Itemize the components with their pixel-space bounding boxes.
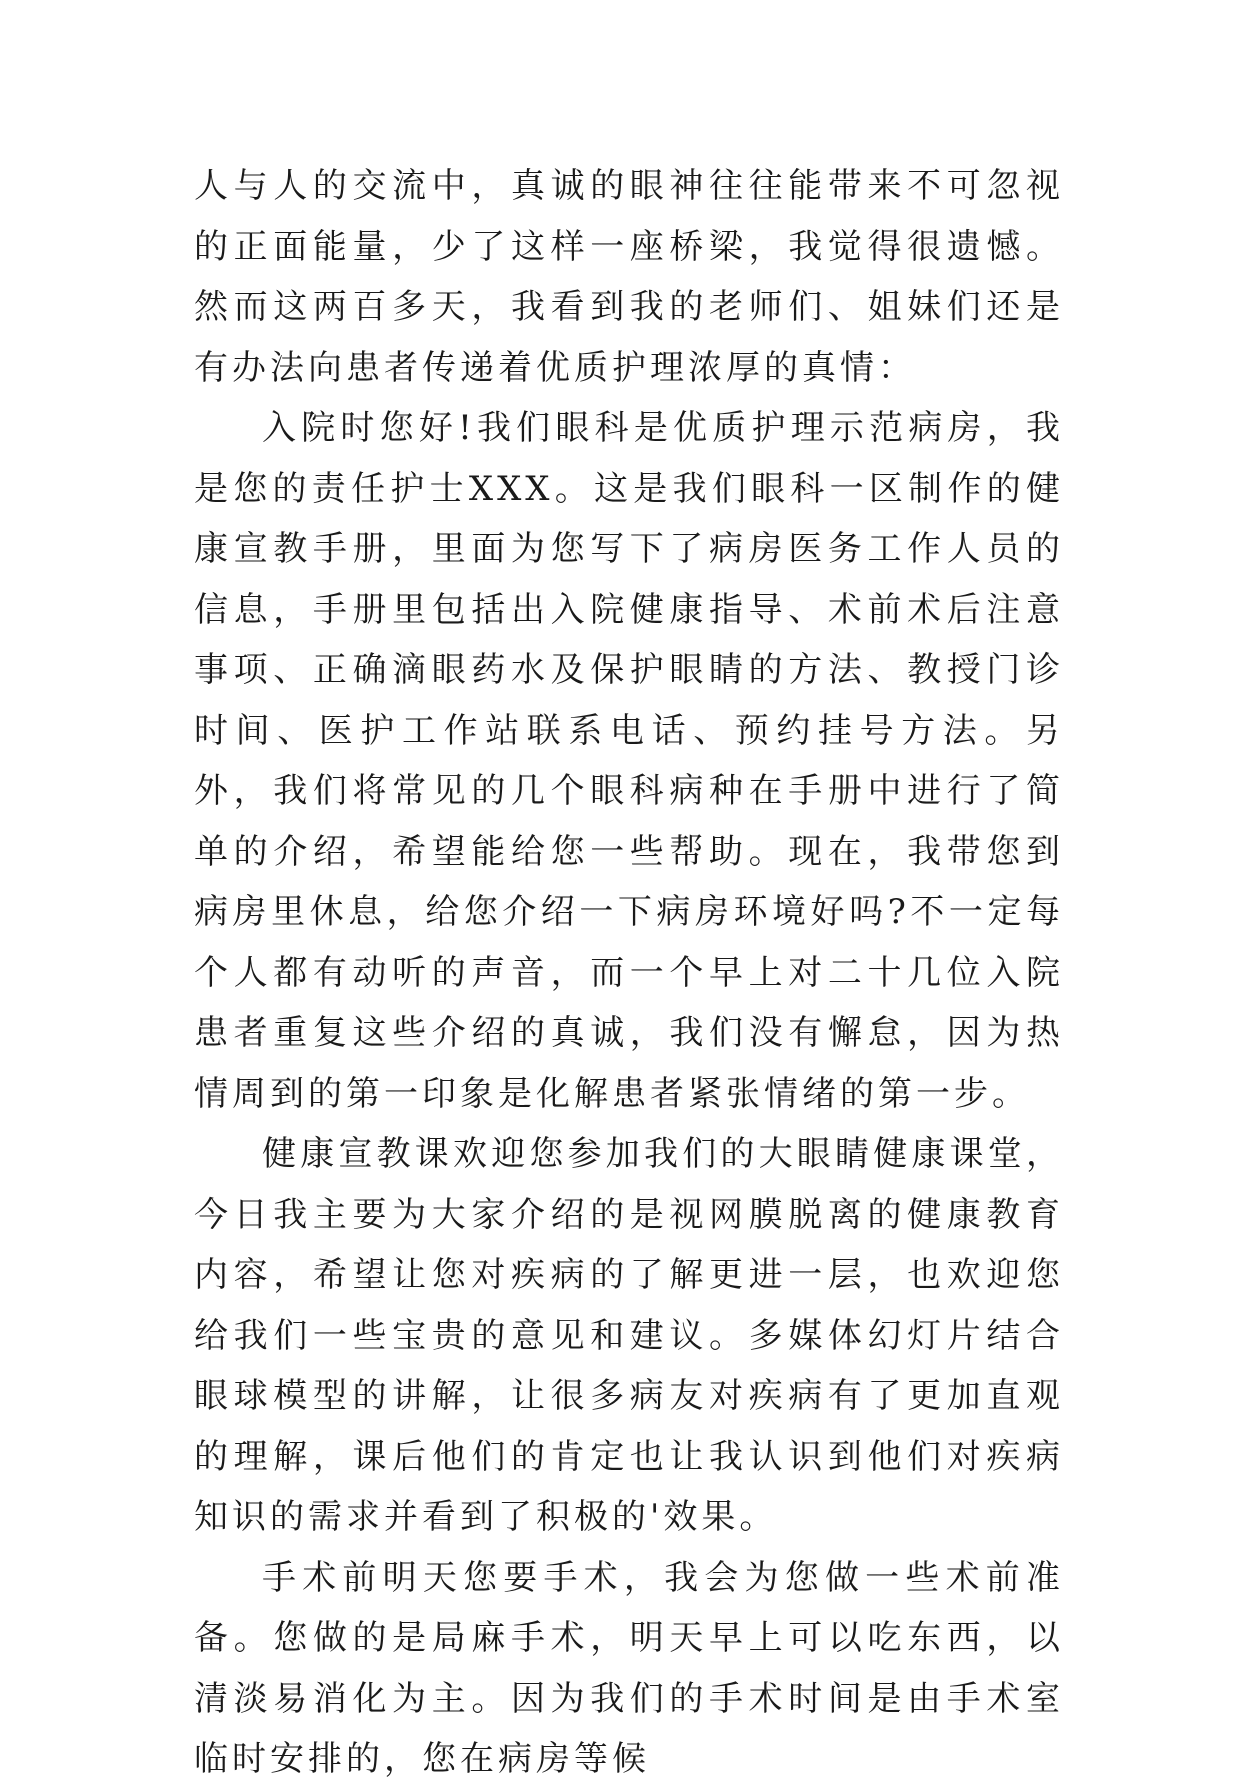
paragraph-admission: 入院时您好!我们眼科是优质护理示范病房，我是您的责任护士XXX。这是我们眼科一区制作的健康宣教手册，里面为您写下了病房医务工作人员的信息，手册里包括出入院健康指导、术前术后注意事项、正确滴眼药水及保护眼睛的方法、教授门诊时间、医护工作站联系电话、预约挂号方法。另外，我们将常见的几个眼科病种在手册中进行了简单的介绍，希望能给您一些帮助。现在，我带您到病房里休息，给您介绍一下病房环境好吗?不一定每个人都有动听的声音，而一个早上对二十几位入院患者重复这些介绍的真诚，我们没有懈怠，因为热情周到的第一印象是化解患者紧张情绪的第一步。 (194, 408, 1064, 1114)
paragraph-continuation: 人与人的交流中，真诚的眼神往往能带来不可忽视的正面能量，少了这样一座桥梁，我觉得很遗憾。然而这两百多天，我看到我的老师们、姐妹们还是有办法向患者传递着优质护理浓厚的真情： (194, 166, 1064, 388)
paragraph-health-education: 健康宣教课欢迎您参加我们的大眼睛健康课堂，今日我主要为大家介绍的是视网膜脱离的健康教育内容，希望让您对疾病的了解更进一层，也欢迎您给我们一些宝贵的意见和建议。多媒体幻灯片结合眼球模型的讲解，让很多病友对疾病有了更加直观的理解，课后他们的肯定也让我认识到他们对疾病知识的需求并看到了积极的'效果。 (194, 1134, 1064, 1537)
paragraph-pre-surgery: 手术前明天您要手术，我会为您做一些术前准备。您做的是局麻手术，明天早上可以吃东西，以清淡易消化为主。因为我们的手术时间是由手术室临时安排的，您在病房等候 (194, 1557, 1064, 1779)
document-body (194, 156, 1064, 1790)
